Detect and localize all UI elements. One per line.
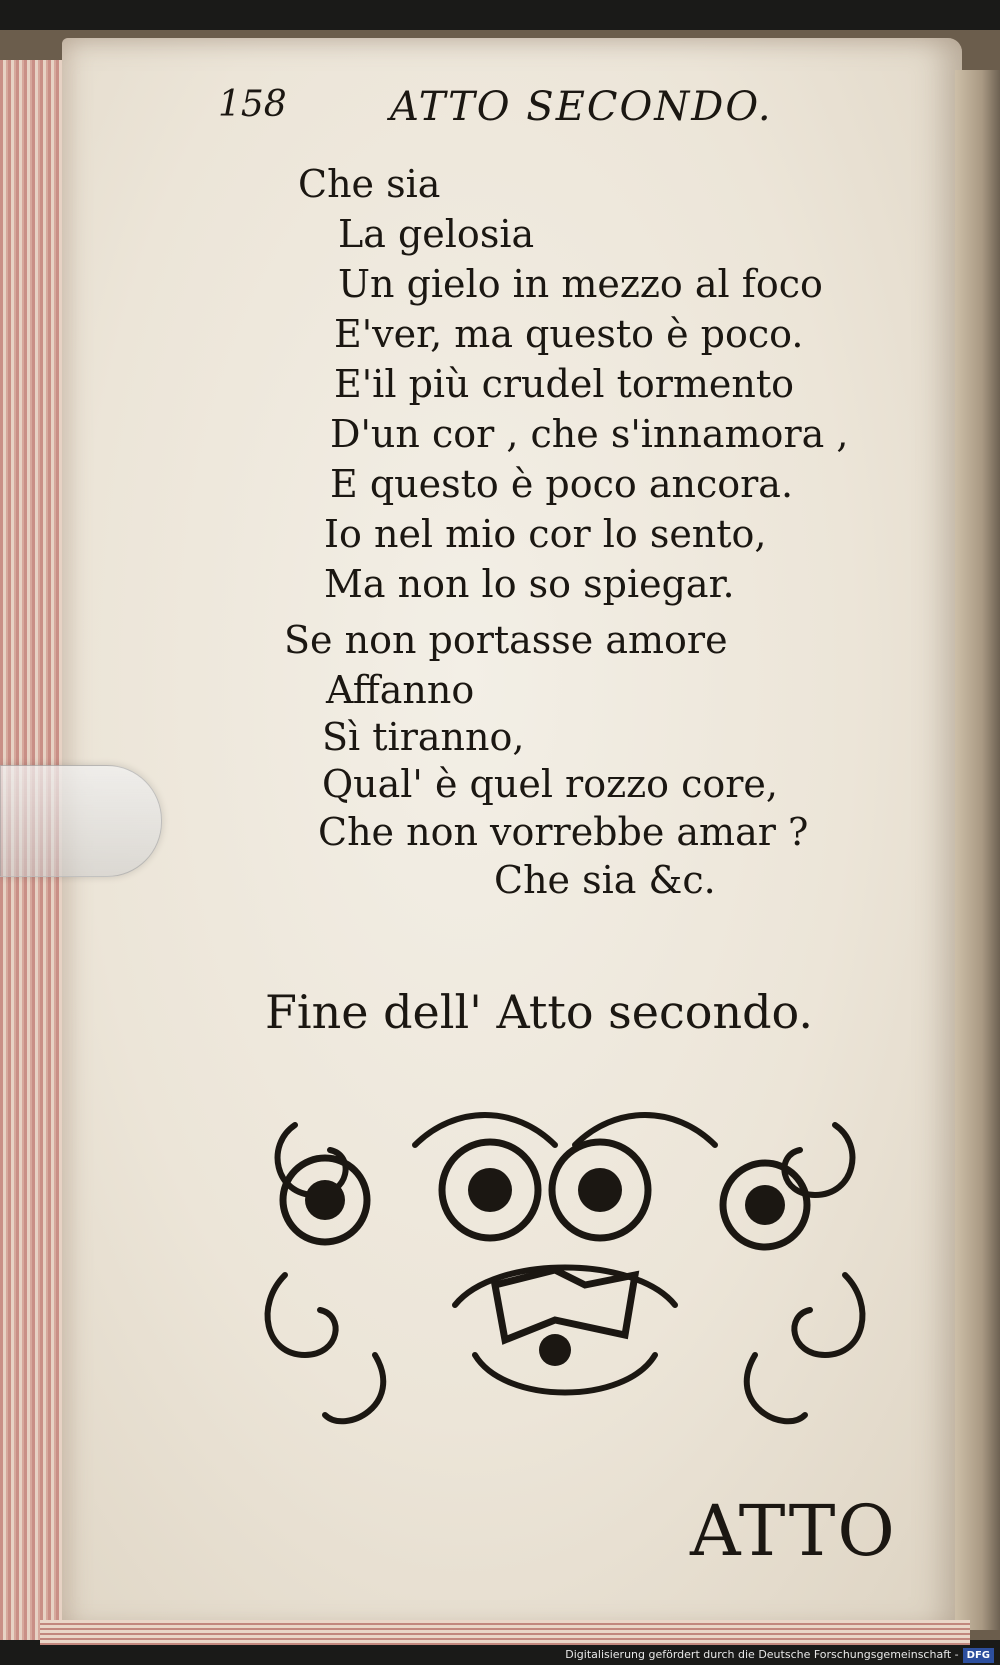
verse-line: Che sia — [298, 162, 441, 206]
page-number: 158 — [218, 84, 287, 125]
credit-text: Digitalisierung gefördert durch die Deutsche Forschungsgemeinschaft - — [565, 1648, 959, 1661]
footer-credit — [0, 1645, 1000, 1665]
verse-line: Affanno — [326, 668, 475, 712]
verse-line: Qual' è quel rozzo core, — [322, 762, 778, 806]
bookmark[interactable] — [0, 765, 162, 877]
verse-line: Che sia &c. — [494, 858, 716, 902]
verse-line: Se non portasse amore — [284, 618, 728, 662]
verse-line: Un gielo in mezzo al foco — [338, 262, 823, 306]
verse-line: Io nel mio cor lo sento, — [324, 512, 767, 556]
catchword: ATTO — [690, 1490, 897, 1572]
act-closing-line: Fine dell' Atto secondo. — [265, 985, 814, 1039]
verse-line: E questo è poco ancora. — [330, 462, 794, 506]
verse-line: Sì tiranno, — [322, 715, 525, 759]
bottom-page-edges — [40, 1620, 970, 1645]
verse-line: La gelosia — [338, 212, 535, 256]
facing-page-edge — [955, 70, 1000, 1630]
verse-line: Ma non lo so spiegar. — [324, 562, 735, 606]
verse-line: D'un cor , che s'innamora , — [330, 412, 849, 456]
verse-line: E'ver, ma questo è poco. — [334, 312, 804, 356]
verse-line: E'il più crudel tormento — [334, 362, 795, 406]
verse-line: Che non vorrebbe amar ? — [318, 810, 809, 854]
floral-vignette-icon — [255, 1105, 875, 1445]
dfg-logo-icon[interactable]: DFG — [963, 1648, 994, 1663]
running-title: ATTO SECONDO. — [390, 84, 773, 130]
